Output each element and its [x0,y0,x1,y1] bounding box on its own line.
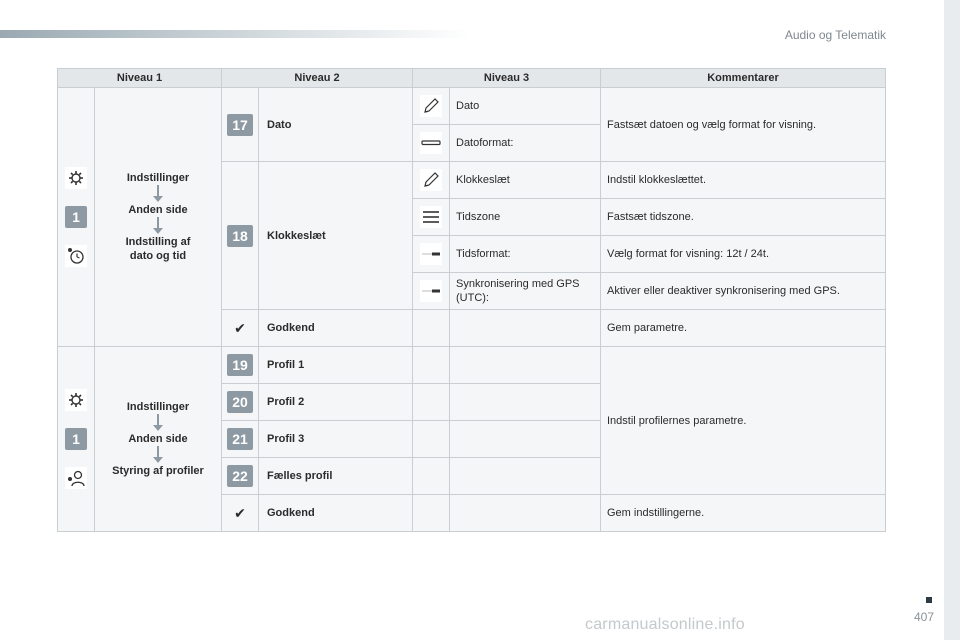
comment-godkend: Gem parametre. [601,310,886,347]
profile-user-icon [65,467,87,489]
level2-badge-cell [222,88,259,162]
option-klokkeslaet[interactable]: Klokkeslæt [450,162,601,199]
col-header-niveau1: Niveau 1 [58,69,222,88]
level1-path-cell [95,347,222,532]
empty-cell [450,495,601,532]
option-dato[interactable]: Dato [450,88,601,125]
settings-gear-icon [65,167,87,189]
path-step-date-time: Indstilling af dato og tid [125,236,191,262]
step-badge: 21 [227,428,253,450]
level2-badge-cell [222,421,259,458]
watermark: carmanualsonline.info [585,616,745,633]
empty-cell [450,310,601,347]
level2-badge-cell [222,162,259,310]
option-datoformat[interactable]: Datoformat: [450,125,601,162]
menu-item-faelles-profil[interactable]: Fælles profil [259,458,413,495]
table-header-row [58,69,886,88]
col-header-kommentarer: Kommentarer [601,69,886,88]
empty-cell [450,458,601,495]
level1-path-cell [95,88,222,347]
section-title: Audio og Telematik [784,28,886,42]
page-marker [926,597,932,603]
arrow-down-icon [151,414,165,432]
confirm-icon-cell [222,310,259,347]
settings-gear-icon [65,389,87,411]
path-step-settings: Indstillinger [126,401,190,413]
level2-badge-cell [222,384,259,421]
format-bar-icon [420,132,442,154]
list-icon [420,206,442,228]
path-step-profiles: Styring af profiler [112,465,204,477]
level2-badge-cell [222,458,259,495]
checkmark-icon: ✔ [234,504,246,521]
comment-tidsformat: Vælg format for visning: 12t / 24t. [601,236,886,273]
comment-tidszone: Fastsæt tidszone. [601,199,886,236]
arrow-down-icon [151,217,165,235]
col-header-niveau3: Niveau 3 [413,69,601,88]
level3-icon-cell [413,162,450,199]
empty-cell [413,458,450,495]
empty-cell [450,384,601,421]
empty-cell [413,384,450,421]
empty-cell [413,347,450,384]
arrow-down-icon [151,185,165,203]
page-edge-strip [944,0,960,640]
menu-item-dato[interactable]: Dato [259,88,413,162]
empty-cell [413,310,450,347]
option-tidsformat[interactable]: Tidsformat: [450,236,601,273]
step-badge: 19 [227,354,253,376]
menu-item-profil-2[interactable]: Profil 2 [259,384,413,421]
comment-profiles: Indstil profilernes parametre. [601,347,886,495]
page-number: 407 [913,610,934,624]
empty-cell [413,421,450,458]
path-step-settings: Indstillinger [126,172,190,184]
comment-godkend-profiles: Gem indstillingerne. [601,495,886,532]
comment-klokkeslaet: Indstil klokkeslættet. [601,162,886,199]
pencil-icon [420,95,442,117]
level2-badge-cell [222,347,259,384]
step-badge: 17 [227,114,253,136]
menu-item-profil-1[interactable]: Profil 1 [259,347,413,384]
table-row [58,88,886,125]
step-badge: 20 [227,391,253,413]
comment-dato: Fastsæt datoen og vælg format for visning. [601,88,886,162]
step-badge: 1 [65,206,87,228]
col-header-niveau2: Niveau 2 [222,69,413,88]
empty-cell [450,421,601,458]
step-badge: 1 [65,428,87,450]
empty-cell [413,495,450,532]
path-step-second-page: Anden side [128,204,188,216]
level1-icon-cell [58,347,95,532]
path-step-second-page: Anden side [128,433,188,445]
confirm-icon-cell [222,495,259,532]
comment-gps-sync: Aktiver eller deaktiver synkronisering med GPS. [601,273,886,310]
clock-settings-icon [65,245,87,267]
toggle-icon [420,243,442,265]
step-badge: 18 [227,225,253,247]
level3-icon-cell [413,125,450,162]
pencil-icon [420,169,442,191]
header-bar [0,30,470,38]
arrow-down-icon [151,446,165,464]
checkmark-icon: ✔ [234,319,246,336]
menu-item-profil-3[interactable]: Profil 3 [259,421,413,458]
level1-icon-cell [58,88,95,347]
table-row [58,347,886,384]
option-gps-sync[interactable]: Synkronisering med GPS (UTC): [450,273,601,310]
confirm-button[interactable]: Godkend [259,495,413,532]
confirm-button[interactable]: Godkend [259,310,413,347]
settings-table [57,68,886,532]
level3-icon-cell [413,236,450,273]
menu-item-klokkeslaet[interactable]: Klokkeslæt [259,162,413,310]
level3-icon-cell [413,273,450,310]
step-badge: 22 [227,465,253,487]
level3-icon-cell [413,199,450,236]
empty-cell [450,347,601,384]
option-tidszone[interactable]: Tidszone [450,199,601,236]
toggle-icon [420,280,442,302]
level3-icon-cell [413,88,450,125]
